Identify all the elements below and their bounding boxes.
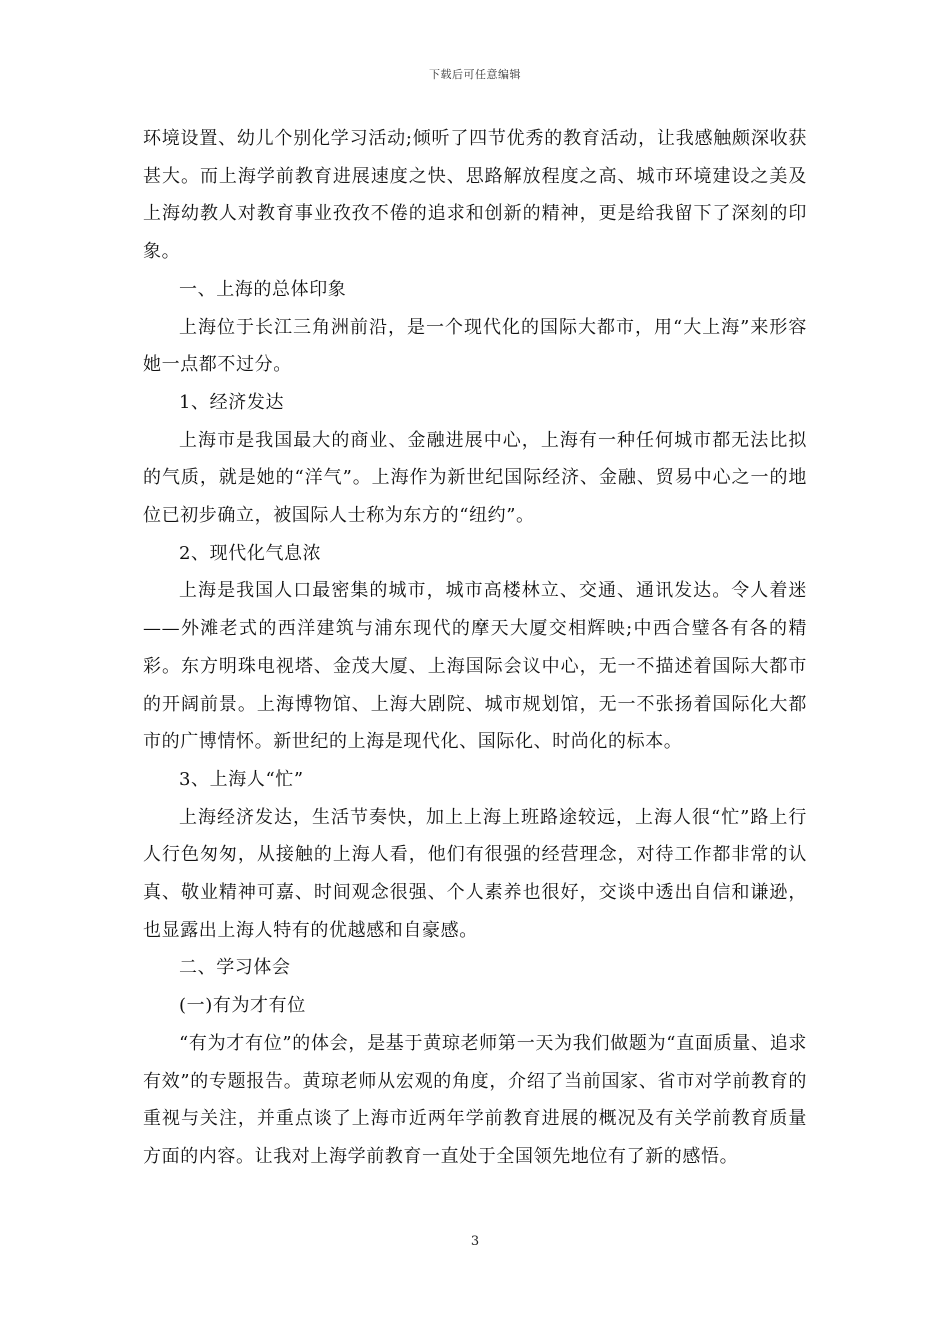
document-body xyxy=(143,120,807,1176)
page-number: 3 xyxy=(470,1234,480,1249)
paragraph: 上海经济发达，生活节奏快，加上上海上班路途较远，上海人很“忙”路上行人行色匆匆，从接触的上海人看，他们有很强的经营理念，对待工作都非常的认真、敬业精神可嘉、时间观念很强、个人素养也很好，交谈中透出自信和谦逊，也显露出上海人特有的优越感和自豪感。 xyxy=(143,806,807,941)
subsection-heading-economy: 1、经济发达 xyxy=(179,391,285,413)
paragraph: 上海市是我国最大的商业、金融进展中心，上海有一种任何城市都无法比拟的气质，就是她的“洋气”。上海作为新世纪国际经济、金融、贸易中心之一的地位已初步确立，被国际人士称为东方的“纽约”。 xyxy=(143,429,807,527)
paragraph: 上海是我国人口最密集的城市，城市高楼林立、交通、通讯发达。令人着迷——外滩老式的西洋建筑与浦东现代的摩天大厦交相辉映;中西合璧各有各的精彩。东方明珠电视塔、金茂大厦、上海国际会议中心，无一不描述着国际大都市的开阔前景。上海博物馆、上海大剧院、城市规划馆，无一不张扬着国际化大都市的广博情怀。新世纪的上海是现代化、国际化、时尚化的标本。 xyxy=(143,580,807,753)
subsection-heading-modern: 2、现代化气息浓 xyxy=(179,542,322,564)
page-header: 下载后可任意编辑 xyxy=(429,68,521,81)
section-heading-learning: 二、学习体会 xyxy=(179,957,291,979)
subsection-heading-busy: 3、上海人“忙” xyxy=(179,768,304,790)
section-heading-shanghai-impression: 一、上海的总体印象 xyxy=(179,278,347,300)
paragraph: “有为才有位”的体会，是基于黄琼老师第一天为我们做题为“直面质量、追求有效”的专题报告。黄琼老师从宏观的角度，介绍了当前国家、省市对学前教育的重视与关注，并重点谈了上海市近两年学前教育进展的概况及有关学前教育质量方面的内容。让我对上海学前教育一直处于全国领先地位有了新的感悟。 xyxy=(143,1032,807,1167)
subsection-heading-achievement: (一)有为才有位 xyxy=(179,995,306,1017)
paragraph-continuation: 环境设置、幼儿个别化学习活动;倾听了四节优秀的教育活动，让我感触颇深收获甚大。而上海学前教育进展速度之快、思路解放程度之高、城市环境建设之美及上海幼教人对教育事业孜孜不倦的追求和创新的精神，更是给我留下了深刻的印象。 xyxy=(143,128,807,263)
paragraph: 上海位于长江三角洲前沿，是一个现代化的国际大都市，用“大上海”来形容她一点都不过分。 xyxy=(143,316,807,376)
